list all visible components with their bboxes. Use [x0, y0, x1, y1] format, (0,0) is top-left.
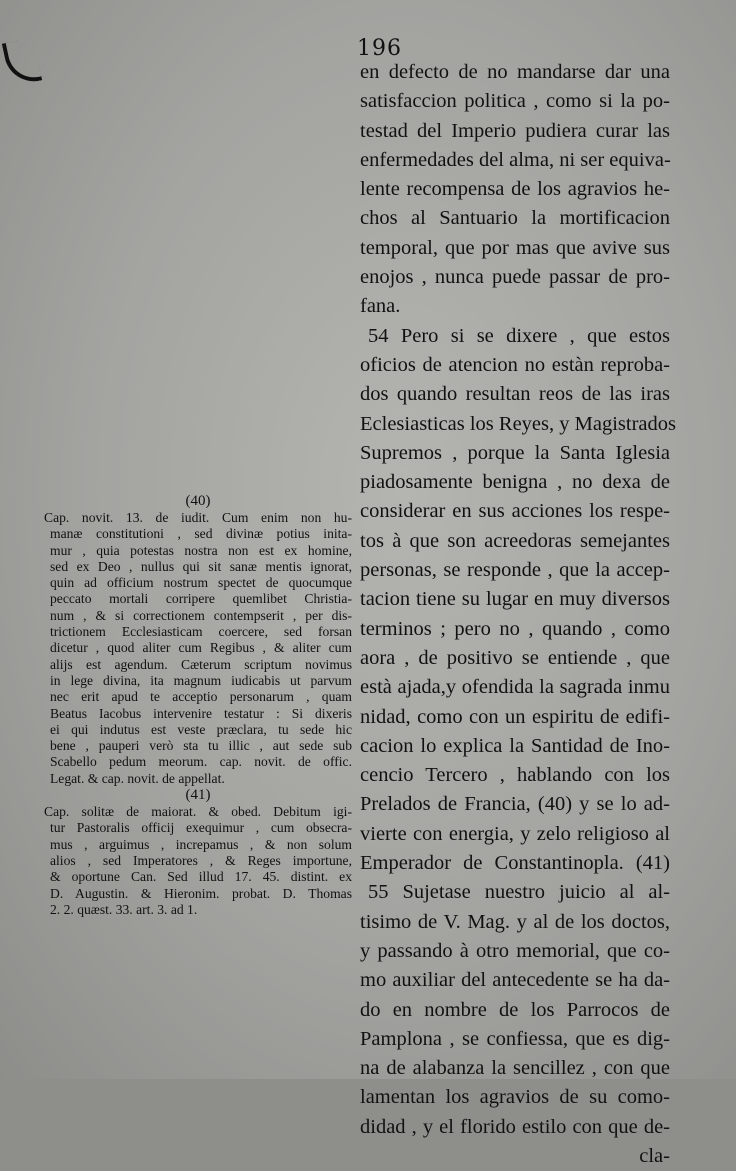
- main-text-line: do en nombre de los Parrocos de: [360, 998, 670, 1021]
- main-text-line: satisfaccion politica , como si la po-: [360, 90, 670, 113]
- main-text-line: Supremos , porque la Santa Iglesia: [360, 441, 670, 464]
- footnote-line: nec erit apud te acceptio personarum , quam: [50, 689, 352, 705]
- footnotes-column: [44, 493, 352, 918]
- main-text-line: na de alabanza la sencillez , con que: [360, 1057, 670, 1080]
- footnote-line: Legat. & cap. novit. de appellat.: [50, 770, 225, 786]
- main-text-line: 54 Pero si se dixere , que estos: [368, 324, 670, 347]
- main-text-line: temporal, que por mas que avive sus: [360, 236, 670, 259]
- main-text-line: vierte con energia, y zelo religioso al: [360, 822, 670, 845]
- footnote-marker: (40): [185, 493, 211, 509]
- footnote-line: mur , quia potestas nostra non est ex homine,: [50, 542, 352, 558]
- footnote-line: alijs est agendum. Cæterum scriptum novimus: [50, 656, 352, 672]
- footnote-line: alios , sed Imperatores , & Reges importune,: [50, 852, 352, 868]
- main-text-line: està ajada,y ofendida la sagrada inmu: [360, 676, 670, 699]
- main-text-line: enfermedades del alma, ni ser equiva-: [360, 148, 671, 171]
- footnote-line: in lege divina, ita magnum iudicabis ut parvum: [50, 672, 352, 688]
- footnote-line: peccato mortali corripere quemlibet Christia-: [50, 591, 352, 607]
- footnote-line: sed ex Deo , nullus qui sit sanæ mentis ignorat,: [50, 558, 352, 574]
- main-text-line: oficios de atencion no estàn reproba-: [360, 353, 670, 376]
- footnote-line: Scabello pedum meorum. cap. novit. de offic.: [50, 754, 352, 770]
- main-text-line: en defecto de no mandarse dar una: [360, 61, 670, 83]
- main-text-line: considerar en sus acciones los respe-: [360, 500, 670, 523]
- footnote-line: manæ constitutioni , sed divinæ potius inita-: [50, 526, 352, 542]
- footnote-line: tur Pastoralis officij exequimur , cum obsecra-: [50, 820, 352, 836]
- main-text-line: tacion tiene su lugar en muy diversos: [360, 588, 670, 611]
- footnote-line: & oportune Can. Sed illud 17. 45. distint. ex: [50, 869, 352, 885]
- main-text-line: terminos ; pero no , quando , como: [360, 617, 670, 640]
- main-text-line: lamentan los agravios de su como-: [360, 1086, 670, 1109]
- main-text-line: enojos , nunca puede passar de pro-: [360, 266, 670, 289]
- main-text-line: cacion lo explica la Santidad de Ino-: [360, 734, 670, 757]
- main-text-line: tos à que son acreedoras semejantes: [360, 529, 670, 552]
- main-text-line: Pamplona , se confiessa, que es dig-: [360, 1027, 670, 1050]
- main-text-line: y passando à otro memorial, que co-: [360, 939, 670, 962]
- footnote-line: quin ad officium nostrum spectet de quocumque: [50, 575, 352, 591]
- main-text-line: personas, se responde , que la accep-: [360, 559, 670, 582]
- footnote-line: mus , arguimus , increpamus , & non solum: [50, 836, 352, 852]
- footnote-marker: (41): [185, 787, 211, 804]
- main-text-line: 55 Sujetase nuestro juicio al al-: [368, 881, 670, 904]
- main-text-line: dos quando resultan reos de las iras: [360, 383, 670, 406]
- footnote-line: dicetur , quod aliter cum Regibus , & aliter cum: [50, 640, 352, 656]
- main-text-line: mo auxiliar del antecedente se ha da-: [360, 969, 670, 992]
- main-text-line: lente recompensa de los agravios he-: [360, 178, 670, 201]
- footnote-line: bene , pauperi verò sta tu illic , aut sede sub: [50, 738, 352, 754]
- main-text-line: Emperador de Constantinopla. (41): [360, 852, 670, 875]
- main-text-line: testad del Imperio pudiera curar las: [360, 119, 670, 142]
- footnote-line: Cap. solitæ de maiorat. & obed. Debitum igi-: [44, 804, 352, 820]
- ink-mark: [2, 37, 42, 87]
- footnote-line: Cap. novit. 13. de iudit. Cum enim non hu-: [44, 510, 352, 525]
- main-text-line: tisimo de V. Mag. y al de los doctos,: [360, 910, 670, 933]
- main-text-column: [360, 58, 676, 1171]
- main-text-line: chos al Santuario la mortificacion: [360, 207, 670, 230]
- footnote-line: ei qui indutus est veste præclara, tu sede hic: [50, 721, 352, 737]
- main-text-line: Eclesiasticas los Reyes, y Magistrados: [360, 412, 676, 435]
- main-text-line: Prelados de Francia, (40) y se lo ad-: [360, 793, 670, 816]
- main-text-line: aora , de positivo se entiende , que: [360, 646, 670, 669]
- main-text-line: cla-: [639, 1144, 670, 1167]
- main-text-line: piadosamente benigna , no dexa de: [360, 471, 670, 494]
- footnote-line: num , & si correctionem contempserit , per dis-: [50, 607, 352, 623]
- main-text-line: fana.: [360, 295, 401, 318]
- main-text-line: didad , y el florido estilo con que de-: [360, 1115, 670, 1138]
- page-number: 196: [357, 36, 402, 61]
- footnote-line: Beatus Iacobus intervenire testatur : Si dixeris: [50, 705, 352, 721]
- footnote-line: 2. 2. quæst. 33. art. 3. ad 1.: [50, 901, 198, 917]
- footnote-line: trictionem Ecclesiasticam coercere, sed forsan: [50, 624, 352, 640]
- footnote-line: D. Augustin. & Hieronim. probat. D. Thomas: [50, 885, 352, 901]
- main-text-line: cencio Tercero , hablando con los: [360, 764, 670, 787]
- main-text-line: nidad, como con un espiritu de edifi-: [360, 705, 670, 728]
